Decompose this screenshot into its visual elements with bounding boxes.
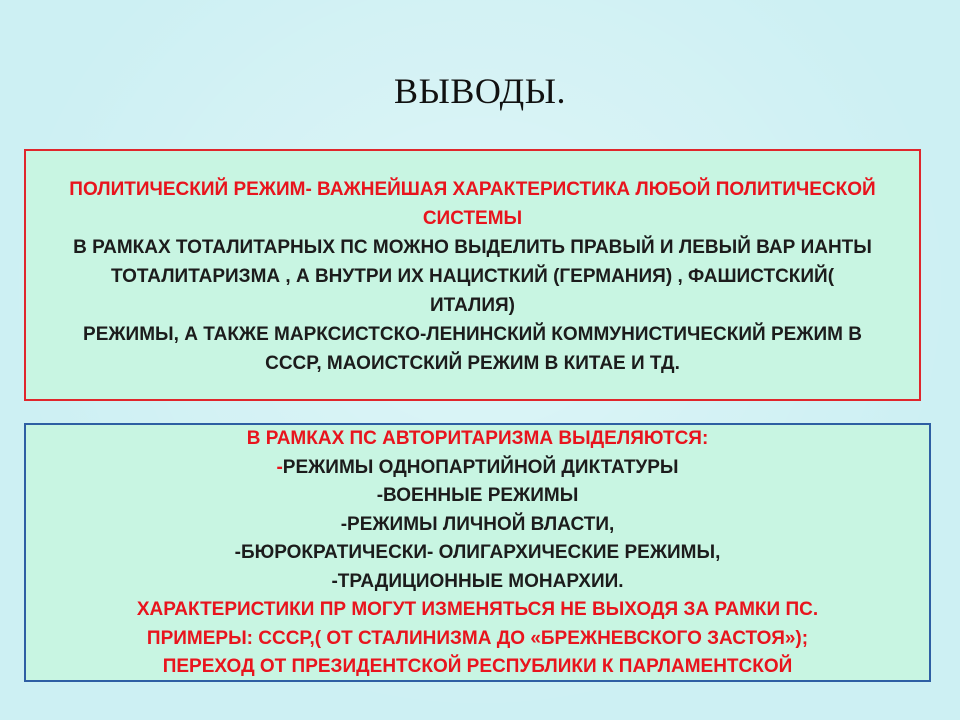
note-line-2: ПРИМЕРЫ: СССР,( ОТ СТАЛИНИЗМА ДО «БРЕЖНЕВСКОГО ЗАСТОЯ»); (146, 627, 809, 649)
authoritarian-item-4: -БЮРОКРАТИЧЕСКИ- ОЛИГАРХИЧЕСКИЕ РЕЖИМЫ, (234, 542, 721, 563)
item-dash: - (276, 456, 283, 478)
totalitarian-line-3: ИТАЛИЯ) (430, 295, 515, 316)
authoritarian-summary-box (24, 423, 931, 682)
note-line-1: ХАРАКТЕРИСТИКИ ПР МОГУТ ИЗМЕНЯТЬСЯ НЕ ВЫХОДЯ ЗА РАМКИ ПС. (136, 599, 819, 620)
totalitarian-line-4: РЕЖИМЫ, А ТАКЖЕ МАРКСИСТСКО-ЛЕНИНСКИЙ КОММУНИСТИЧЕСКИЙ РЕЖИМ В (83, 324, 862, 345)
totalitarian-line-2: ТОТАЛИТАРИЗМА , А ВНУТРИ ИХ НАЦИСТКИЙ (ГЕРМАНИЯ) , ФАШИСТСКИЙ( (110, 266, 835, 287)
item-text: РЕЖИМЫ ОДНОПАРТИЙНОЙ ДИКТАТУРЫ (282, 456, 679, 478)
totalitarian-line-5: СССР, МАОИСТСКИЙ РЕЖИМ В КИТАЕ И ТД. (265, 353, 680, 374)
authoritarian-item-5: -ТРАДИЦИОННЫЕ МОНАРХИИ. (331, 570, 624, 592)
definition-line-1: ПОЛИТИЧЕСКИЙ РЕЖИМ- ВАЖНЕЙШАЯ ХАРАКТЕРИСТИКА ЛЮБОЙ ПОЛИТИЧЕСКОЙ (69, 179, 876, 200)
note-line-3: ПЕРЕХОД ОТ ПРЕЗИДЕНТСКОЙ РЕСПУБЛИКИ К ПАРЛАМЕНТСКОЙ (162, 656, 793, 677)
totalitarian-line-1: В РАМКАХ ТОТАЛИТАРНЫХ ПС МОЖНО ВЫДЕЛИТЬ ПРАВЫЙ И ЛЕВЫЙ ВАР ИАНТЫ (73, 237, 872, 258)
authoritarian-heading: В РАМКАХ ПС АВТОРИТАРИЗМА ВЫДЕЛЯЮТСЯ: (246, 428, 709, 449)
authoritarian-item-1 (26, 454, 929, 483)
authoritarian-item-2: -ВОЕННЫЕ РЕЖИМЫ (376, 485, 579, 506)
definition-line-2: СИСТЕМЫ (422, 208, 523, 229)
totalitarian-summary-box (24, 149, 921, 401)
authoritarian-item-3: -РЕЖИМЫ ЛИЧНОЙ ВЛАСТИ, (340, 513, 615, 535)
slide-title: ВЫВОДЫ. (393, 71, 567, 111)
